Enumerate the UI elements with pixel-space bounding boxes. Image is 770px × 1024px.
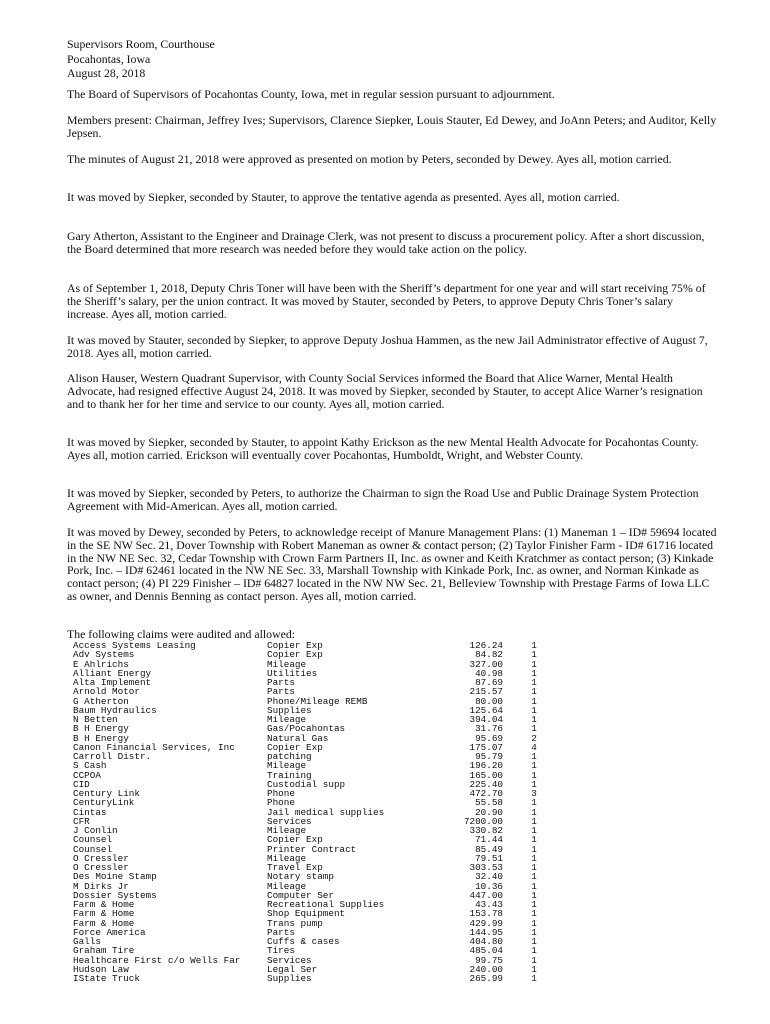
claim-description: Copier Exp [267,741,323,753]
claim-vendor: Century Link [73,788,140,799]
claim-count: 1 [531,778,537,790]
claim-vendor: Baum Hydraulics [73,704,157,716]
claim-count: 1 [531,973,537,984]
claim-vendor: M Dirks Jr [73,880,129,892]
paragraph-session: The Board of Supervisors of Pocahontas County, Iowa, met in regular session pursuant to adjournment. [67,87,555,101]
claim-amount: 225.40 [469,778,503,790]
claim-vendor: O Cressler [73,862,129,873]
claim-description: Parts [267,677,295,688]
claim-description: Parts [267,686,295,698]
claim-vendor: Adv Systems [73,649,135,661]
claim-description: Supplies [267,704,312,716]
document-header [67,37,215,81]
claim-amount: 84.82 [475,649,503,661]
claim-count: 1 [531,936,537,947]
claim-amount: 71.44 [475,834,503,846]
claims-title: The following claims were audited and allowed: [67,627,296,641]
claim-description: Copier Exp [267,649,323,661]
claim-description: Travel Exp [267,862,323,873]
claim-amount: 80.00 [475,695,503,707]
claim-amount: 330.82 [469,825,503,836]
claim-amount: 153.78 [469,908,503,920]
claim-amount: 32.40 [475,871,503,883]
claim-description: Trans pump [267,917,323,929]
claim-count: 1 [531,704,537,716]
claim-description: Shop Equipment [267,908,346,920]
claim-count: 1 [531,908,537,920]
claim-vendor: Cintas [73,806,107,818]
claim-amount: 55.58 [475,797,503,809]
claim-amount: 43.43 [475,899,503,910]
paragraph-resignation: Alison Hauser, Western Quadrant Supervisor, with County Social Services informed the Board that Alice Warner, Mental Health Advocate, had resigned effective August 24, 2018. It was moved by Siepker, seconded by Stauter, to accept Alice Warner’s resignation and to thank her for her time and service to our county. Ayes all, motion carried. [67,371,703,411]
claim-count: 1 [531,751,537,762]
claim-count: 1 [531,723,537,735]
claim-count: 1 [531,954,537,966]
claim-description: Copier Exp [267,640,323,651]
claim-amount: 20.90 [475,806,503,818]
claim-amount: 327.00 [469,658,503,670]
paragraph-deputy-toner: As of September 1, 2018, Deputy Chris Toner will have been with the Sheriff’s department for one year and will start receiving 75% of the Sheriff’s salary, per the union contract. It was moved by Stauter, seconded by Peters, to approve Deputy Chris Toner’s salary increase. Ayes all, motion carried. [67,281,706,321]
claim-vendor: J Conlin [73,825,118,836]
claim-amount: 303.53 [469,862,503,873]
claim-description: Cuffs & cases [267,936,340,947]
claim-count: 1 [531,649,537,661]
claim-description: Recreational Supplies [267,899,385,910]
paragraph-members: Members present: Chairman, Jeffrey Ives; Supervisors, Clarence Siepker, Louis Stauter, Ed Dewey, and JoAnn Peters; and Auditor, Kelly Jepsen. [67,113,717,140]
claim-count: 1 [531,899,537,910]
paragraph-appointment: It was moved by Siepker, seconded by Stauter, to appoint Kathy Erickson as the new Mental Health Advocate for Pocahontas County. Ayes all, motion carried. Erickson will eventually cover Pocahontas, Humboldt, Wright, and Webster County. [67,435,699,462]
claim-count: 1 [531,862,537,873]
claim-amount: 79.51 [475,852,503,864]
claim-vendor: Hudson Law [73,963,129,975]
claim-vendor: CFR [73,815,90,827]
claim-description: Gas/Pocahontas [267,723,346,735]
claim-vendor: Alta Implement [73,677,152,688]
claim-vendor: Access Systems Leasing [73,640,196,651]
claim-description: Services [267,954,312,966]
claim-count: 1 [531,963,537,975]
paragraph-road-use: It was moved by Siepker, seconded by Peters, to authorize the Chairman to sign the Road Use and Public Drainage System Protection Agreement with Mid-American. Ayes all, motion carried. [67,486,699,513]
claim-count: 1 [531,834,537,846]
claim-amount: 125.64 [469,704,503,716]
paragraph-jail-admin: It was moved by Stauter, seconded by Siepker, to approve Deputy Joshua Hammen, as the new Jail Administrator effective of August 7, 2018. Ayes all, motion carried. [67,333,708,360]
claim-count: 1 [531,640,537,651]
claim-amount: 404.80 [469,936,503,947]
claim-count: 2 [531,732,537,744]
claim-amount: 87.69 [475,677,503,688]
claim-description: patching [267,751,312,762]
claim-vendor: Arnold Motor [73,686,140,698]
claim-amount: 7200.00 [463,815,503,827]
claim-description: Printer Contract [267,843,357,855]
claim-amount: 472.70 [469,788,503,799]
header-location: Supervisors Room, Courthouse [67,37,215,51]
claim-vendor: CCPOA [73,769,101,781]
claim-amount: 126.24 [469,640,503,651]
claim-description: Legal Ser [267,963,318,975]
claim-amount: 240.00 [469,963,503,975]
claim-vendor: G Atherton [73,695,129,707]
claim-amount: 165.00 [469,769,503,781]
claim-count: 4 [531,741,537,753]
claim-vendor: Des Moine Stamp [73,871,157,883]
paragraph-procurement: Gary Atherton, Assistant to the Engineer and Drainage Clerk, was not present to discuss a procurement policy. After a short discussion, the Board determined that more research was needed before they would take action on the policy. [67,229,705,256]
claim-description: Mileage [267,825,307,836]
claim-vendor: B H Energy [73,723,129,735]
paragraph-manure-plans: It was moved by Dewey, seconded by Peters, to acknowledge receipt of Manure Management Plans: (1) Maneman 1 – ID# 59694 located in the SE NW Sec. 21, Dover Township with Robert Maneman as owner & contact person; (2) Taylor Finisher Farm - ID# 61716 located in the NW NE Sec. 32, Cedar Township with Crown Farm Partners II, Inc. as owner and Keith Kratchmer as contact person; (3) Kinkade Pork, Inc. – ID# 62461 located in the NW NE Sec. 33, Marshall Township with Kinkade Pork, Inc. as owner, and Norman Kinkade as contact person; (4) PI 229 Finisher – ID# 64827 located in the NW NW Sec. 21, Belleview Township with Prestage Farms of Iowa LLC as owner, and Dennis Benning as contact person. Ayes all, motion carried. [67,525,717,603]
claim-vendor: Farm & Home [73,908,135,920]
claim-count: 1 [531,760,537,772]
claim-description: Mileage [267,714,307,725]
claim-vendor: Force America [73,926,146,938]
claim-description: Notary stamp [267,871,334,883]
claim-amount: 95.69 [475,732,503,744]
claim-amount: 265.99 [469,973,503,984]
claim-count: 1 [531,797,537,809]
claim-count: 1 [531,695,537,707]
claim-description: Training [267,769,312,781]
claim-count: 1 [531,714,537,725]
claim-description: Parts [267,926,295,938]
claim-count: 1 [531,926,537,938]
claim-vendor: O Cressler [73,852,129,864]
claim-vendor: CID [73,778,90,790]
claim-amount: 394.04 [469,714,503,725]
claim-vendor: Alliant Energy [73,667,152,679]
claim-vendor: B H Energy [73,732,129,744]
claim-vendor: IState Truck [73,973,140,984]
claim-count: 1 [531,806,537,818]
claim-amount: 31.76 [475,723,503,735]
claim-vendor: S Cash [73,760,107,772]
claim-count: 1 [531,889,537,901]
claim-amount: 40.98 [475,667,503,679]
claim-vendor: Healthcare First c/o Wells Far [73,954,241,966]
claim-description: Jail medical supplies [267,806,385,818]
claim-vendor: Counsel [73,834,113,846]
claim-count: 1 [531,825,537,836]
header-date: August 28, 2018 [67,66,146,80]
claim-description: Phone/Mileage REMB [267,695,368,707]
claim-amount: 144.95 [469,926,503,938]
claim-count: 1 [531,677,537,688]
claim-description: Custodial supp [267,778,346,790]
claim-vendor: Farm & Home [73,899,135,910]
claim-count: 1 [531,945,537,957]
claim-vendor: Galls [73,936,101,947]
claim-amount: 85.49 [475,843,503,855]
claim-description: Copier Exp [267,834,323,846]
claim-vendor: Carroll Distr. [73,751,152,762]
claim-amount: 447.00 [469,889,503,901]
claim-description: Phone [267,797,295,809]
header-city: Pocahontas, Iowa [67,51,151,66]
paragraph-agenda: It was moved by Siepker, seconded by Stauter, to approve the tentative agenda as presented. Ayes all, motion carried. [67,190,620,204]
claim-count: 3 [531,788,537,799]
claim-description: Mileage [267,760,307,772]
claim-count: 1 [531,667,537,679]
claim-amount: 10.36 [475,880,503,892]
claim-count: 1 [531,871,537,883]
claim-count: 1 [531,843,537,855]
claim-vendor: N Betten [73,714,118,725]
claim-description: Supplies [267,973,312,984]
claim-description: Services [267,815,312,827]
claim-description: Mileage [267,852,307,864]
claim-vendor: CenturyLink [73,797,135,809]
claim-vendor: Counsel [73,843,113,855]
paragraph-minutes: The minutes of August 21, 2018 were approved as presented on motion by Peters, seconded by Dewey. Ayes all, motion carried. [67,152,672,166]
claim-amount: 429.99 [469,917,503,929]
claim-amount: 175.07 [469,741,503,753]
claim-amount: 196.20 [469,760,503,772]
claim-description: Tires [267,945,295,957]
claim-count: 1 [531,917,537,929]
claim-vendor: Canon Financial Services, Inc [73,741,235,753]
claim-description: Natural Gas [267,732,329,744]
claim-vendor: Farm & Home [73,917,135,929]
claim-vendor: Graham Tire [73,945,135,957]
claim-vendor: Dossier Systems [73,889,157,901]
claim-count: 1 [531,815,537,827]
claim-description: Mileage [267,658,307,670]
claim-amount: 99.75 [475,954,503,966]
claim-count: 1 [531,852,537,864]
claim-description: Utilities [267,667,318,679]
claim-amount: 95.79 [475,751,503,762]
claim-amount: 485.04 [469,945,503,957]
claim-description: Mileage [267,880,307,892]
claim-count: 1 [531,769,537,781]
claim-description: Computer Ser [267,889,334,901]
claim-amount: 215.57 [469,686,503,698]
claim-count: 1 [531,686,537,698]
claim-vendor: E Ahlrichs [73,658,129,670]
claim-count: 1 [531,658,537,670]
claim-count: 1 [531,880,537,892]
claim-description: Phone [267,788,295,799]
